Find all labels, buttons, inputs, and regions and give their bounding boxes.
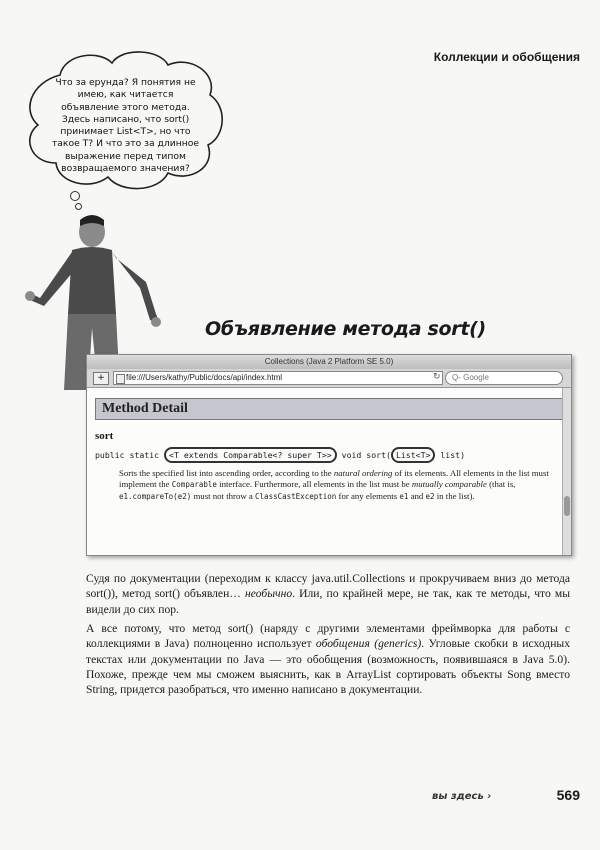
thought-text: Что за ерунда? Я понятия не имею, как читается объявление этого метода. Здесь написано, что sort() принимает List<T>, но что такое T? И что это за длинное выражение перед типом возвращаемого значения? — [51, 77, 200, 175]
method-name: sort — [95, 430, 114, 442]
thought-bubble — [20, 45, 230, 195]
search-input[interactable]: Q- Google — [445, 371, 563, 385]
browser-window — [86, 354, 572, 556]
footer-tag: вы здесь › — [432, 791, 492, 802]
signature-type-param: <T extends Comparable<? super T>> — [164, 447, 337, 463]
signature-prefix: public static — [95, 450, 160, 460]
url-field[interactable] — [113, 371, 443, 385]
method-detail-heading: Method Detail — [95, 398, 563, 420]
method-description: Sorts the specified list into ascending order, according to the natural ordering of its elements. All elements in the list must implement the Comparable interface. Furthermore, all elements in the list must be mutually comparable (that is, e1.compareTo(e2) must not throw a ClassCastException for any elements e1 and e2 in the list). — [119, 468, 549, 501]
add-bookmark-button[interactable]: + — [93, 372, 109, 385]
running-header: Коллекции и обобщения — [433, 50, 580, 64]
page-icon — [116, 374, 125, 384]
page-content — [87, 388, 571, 555]
method-signature — [95, 450, 571, 460]
url-text: file:///Users/kathy/Public/docs/api/index.html — [126, 373, 283, 382]
signature-middle: void sort( — [341, 450, 391, 460]
scroll-thumb[interactable] — [564, 496, 570, 516]
thought-dot — [75, 203, 82, 210]
browser-toolbar — [87, 369, 571, 388]
page-number: 569 — [556, 787, 580, 803]
body-paragraph: Судя по документации (переходим к классу java.util.Collections и прокручиваем вниз до метода sort()), метод sort() объявлен… необычно. Или, по крайней мере, не так, как те методы, что мы видели до сих пор. — [86, 572, 571, 616]
signature-suffix: list) — [435, 450, 466, 460]
scrollbar[interactable] — [562, 388, 571, 555]
body-paragraph: А все потому, что метод sort() (наряду с другими элементами фреймворка для работы с коллекциями в Java) полноценно использует обобщения (generics). Угловые скобки в исходных текстах или документации по Java — это обобщения (возможность, появившаяся в Java 5.0). Похоже, прежде чем мы сможем выяснить, как в ArrayList сортировать объекты Song вместо String, придется разобраться, что именно написано в документации. — [86, 622, 570, 697]
thought-dot — [70, 191, 80, 201]
refresh-icon[interactable]: ↻ — [433, 372, 441, 382]
signature-param-type: List<T> — [391, 447, 436, 463]
window-title: Collections (Java 2 Platform SE 5.0) — [87, 355, 571, 369]
section-title: Объявление метода sort() — [205, 318, 486, 340]
